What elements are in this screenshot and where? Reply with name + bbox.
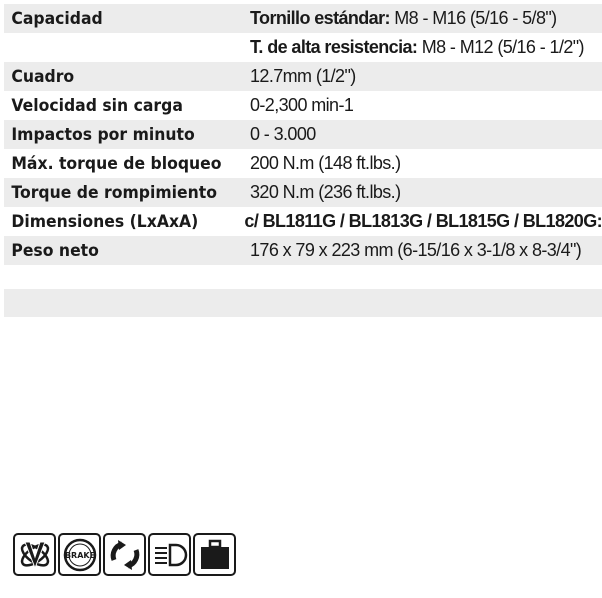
spec-label: Máx. torque de bloqueo <box>11 153 222 174</box>
spec-row-velocidad <box>4 91 602 120</box>
spec-value: 176 x 79 x 223 mm (6-15/16 x 3-1/8 x 8-3/4") <box>250 240 582 260</box>
spec-row-capacidad-alta <box>4 33 602 62</box>
case-icon <box>193 533 236 576</box>
spec-value: c/ BL1811G / BL1813G / BL1815G / BL1820G: <box>244 211 602 231</box>
spec-row-capacidad <box>4 4 602 33</box>
led-light-icon <box>148 533 191 576</box>
spec-row-impactos <box>4 120 602 149</box>
spec-label: Velocidad sin carga <box>11 95 183 116</box>
spec-label: Torque de rompimiento <box>11 182 217 203</box>
spec-value: 12.7mm (1/2") <box>250 66 356 86</box>
spec-value: Tornillo estándar: M8 - M16 (5/16 - 5/8") <box>250 8 557 28</box>
spec-value: T. de alta resistencia: M8 - M12 (5/16 - 1/2") <box>250 37 584 57</box>
spec-table <box>4 4 602 265</box>
spec-label: Capacidad <box>11 8 103 29</box>
spec-row-dimensiones <box>4 207 602 236</box>
spec-label: Peso neto <box>11 240 99 261</box>
spec-row-peso <box>4 236 602 265</box>
spec-row-torque-rompimiento <box>4 178 602 207</box>
spec-label: Impactos por minuto <box>11 124 195 145</box>
brake-icon <box>58 533 101 576</box>
spec-value: 0-2,300 min-1 <box>250 95 354 115</box>
feature-icons <box>13 533 236 576</box>
spec-value: 200 N.m (148 ft.lbs.) <box>250 153 401 173</box>
reversible-icon <box>103 533 146 576</box>
spec-value: 320 N.m (236 ft.lbs.) <box>250 182 401 202</box>
variable-speed-icon <box>13 533 56 576</box>
spec-label: Cuadro <box>11 66 75 87</box>
spec-row-cuadro <box>4 62 602 91</box>
empty-shaded-row <box>4 289 602 317</box>
spec-label: Dimensiones (LxAxA) <box>11 211 199 232</box>
spec-row-torque-bloqueo <box>4 149 602 178</box>
brake-label: BRAKE <box>64 550 95 560</box>
spec-value: 0 - 3.000 <box>250 124 316 144</box>
